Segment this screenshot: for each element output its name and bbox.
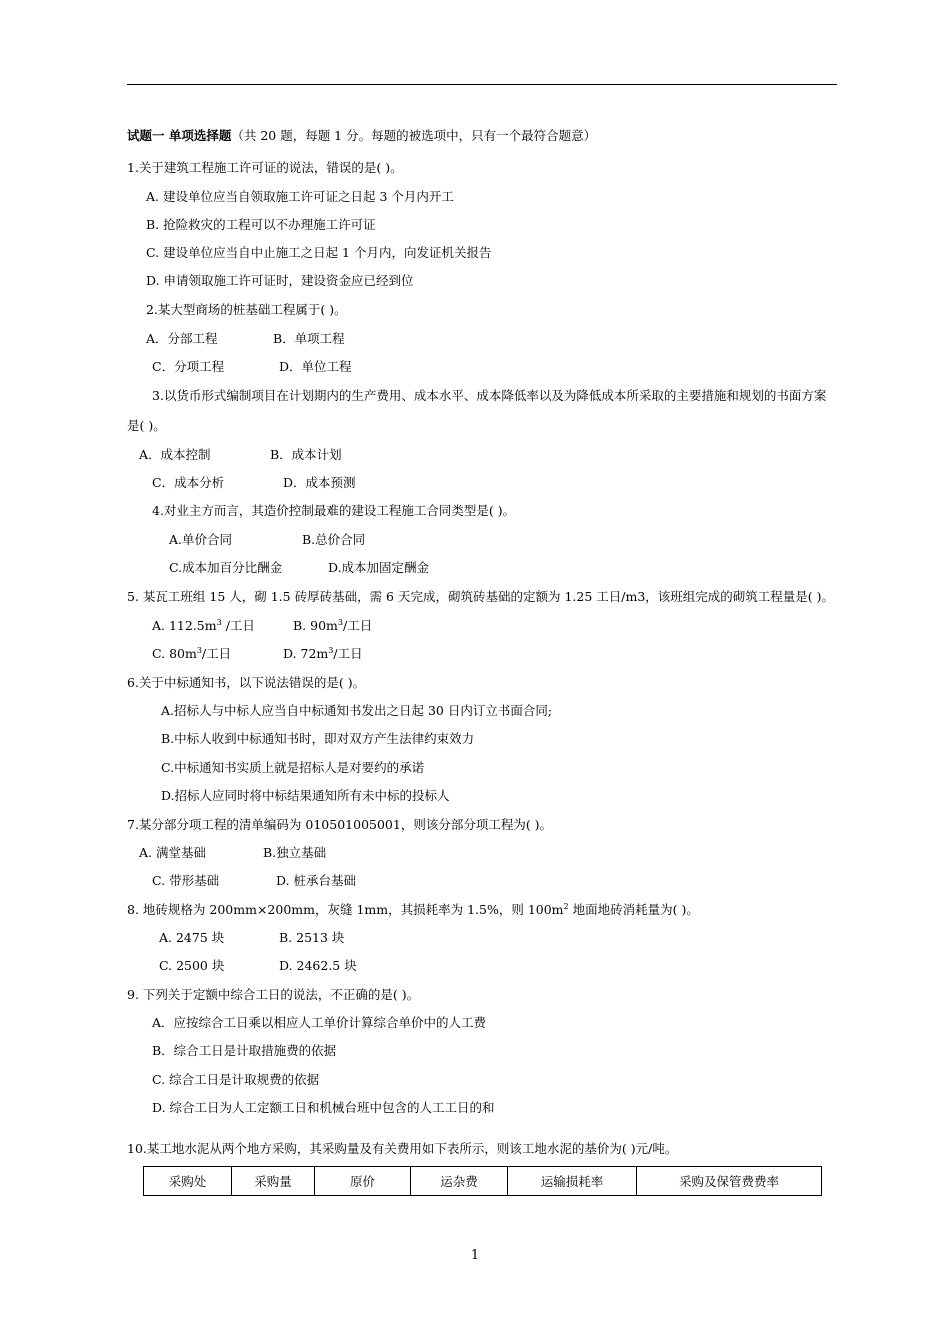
question-2-option-c: C．分项工程 (152, 359, 225, 374)
table-header-cell: 原价 (315, 1167, 411, 1196)
question-1-stem: 1.关于建筑工程施工许可证的说法，错误的是( )。 (127, 160, 403, 175)
question-7-option-a: A. 满堂基础 (139, 845, 206, 860)
question-7-stem: 7.某分部分项工程的清单编码为 010501005001，则该分部分项工程为( )。 (127, 817, 553, 832)
question-1-option-d: D. 申请领取施工许可证时，建设资金应已经到位 (146, 273, 414, 288)
question-5-stem: 5. 某瓦工班组 15 人，砌 1.5 砖厚砖基础，需 6 天完成，砌筑砖基础的定额为 1.25 工日/m3，该班组完成的砌筑工程量是( )。 (127, 589, 835, 604)
question-4-option-d: D.成本加固定酬金 (328, 560, 430, 575)
question-8-option-b: B. 2513 块 (279, 930, 345, 945)
procurement-table (143, 1166, 822, 1196)
question-5-option-b: B. $90m^3/$工日 (293, 617, 373, 633)
question-8-stem: 8. 地砖规格为 200mm×200mm，灰缝 1mm，其损耗率为 1.5%，则 $100m^2$ 地面地砖消耗量为( )。 (127, 901, 699, 917)
question-2-option-a: A．分部工程 (146, 331, 218, 346)
table-header-cell: 采购量 (232, 1167, 315, 1196)
question-3-option-b: B．成本计划 (270, 447, 342, 462)
question-6-stem: 6.关于中标通知书，以下说法错误的是( )。 (127, 675, 366, 690)
question-2-stem: 2.某大型商场的桩基础工程属于( )。 (146, 302, 347, 317)
question-4-stem: 4.对业主方而言，其造价控制最难的建设工程施工合同类型是( )。 (152, 503, 516, 518)
question-6-option-b: B.中标人收到中标通知书时，即对双方产生法律约束效力 (161, 731, 475, 746)
header-rule (127, 84, 837, 85)
question-9-stem: 9. 下列关于定额中综合工日的说法，不正确的是( )。 (127, 987, 420, 1002)
question-3-option-c: C．成本分析 (152, 475, 225, 490)
question-6-option-a: A.招标人与中标人应当自中标通知书发出之日起 30 日内订立书面合同; (161, 703, 553, 718)
question-5-option-c: C. $80m^3/$工日 (152, 645, 232, 661)
question-4-option-c: C.成本加百分比酬金 (169, 560, 283, 575)
table-header-cell: 采购及保管费费率 (637, 1167, 822, 1196)
question-3-option-d: D．成本预测 (283, 475, 356, 490)
question-9-option-a: A．应按综合工日乘以相应人工单价计算综合单价中的人工费 (152, 1015, 487, 1030)
question-8-option-d: D. 2462.5 块 (279, 958, 357, 973)
question-2-option-b: B．单项工程 (273, 331, 345, 346)
question-3-stem: 3.以货币形式编制项目在计划期内的生产费用、成本水平、成本降低率以及为降低成本所采取的主要措施和规划的书面方案 (152, 388, 827, 403)
question-6-option-c: C.中标通知书实质上就是招标人是对要约的承诺 (161, 760, 425, 775)
question-9-option-c: C. 综合工日是计取规费的依据 (152, 1072, 320, 1087)
section-title: 试题一 单项选择题 (127, 128, 232, 143)
section-note: （共 20 题，每题 1 分。每题的被选项中，只有一个最符合题意） (231, 128, 597, 143)
question-1-option-b: B. 抢险救灾的工程可以不办理施工许可证 (146, 217, 376, 232)
question-3-stem-continued: 是( )。 (127, 418, 166, 433)
question-8-option-c: C. 2500 块 (159, 958, 225, 973)
table-header-cell: 采购处 (144, 1167, 232, 1196)
question-10-stem: 10.某工地水泥从两个地方采购，其采购量及有关费用如下表所示，则该工地水泥的基价为( )元/吨。 (127, 1141, 678, 1156)
page-number: 1 (470, 1248, 480, 1263)
question-4-option-a: A.单价合同 (169, 532, 233, 547)
table-header-cell: 运杂费 (411, 1167, 508, 1196)
question-5-option-d: D. $72m^3/$工日 (283, 645, 363, 661)
question-7-option-d: D. 桩承台基础 (276, 873, 357, 888)
question-3-option-a: A．成本控制 (139, 447, 211, 462)
question-9-option-d: D. 综合工日为人工定额工日和机械台班中包含的人工工日的和 (152, 1100, 495, 1115)
question-1-option-a: A. 建设单位应当自领取施工许可证之日起 3 个月内开工 (146, 189, 454, 204)
question-4-option-b: B.总价合同 (302, 532, 366, 547)
question-8-option-a: A. 2475 块 (159, 930, 225, 945)
question-5-option-a: A. $112.5m^3$ /工日 (152, 617, 255, 633)
section-heading (127, 128, 596, 144)
table-header-cell: 运输损耗率 (508, 1167, 637, 1196)
question-7-option-b: B.独立基础 (263, 845, 327, 860)
question-6-option-d: D.招标人应同时将中标结果通知所有未中标的投标人 (161, 788, 450, 803)
question-7-option-c: C. 带形基础 (152, 873, 220, 888)
question-1-option-c: C. 建设单位应当自中止施工之日起 1 个月内，向发证机关报告 (146, 245, 492, 260)
question-2-option-d: D．单位工程 (279, 359, 352, 374)
table-header-row (144, 1167, 822, 1196)
question-9-option-b: B．综合工日是计取措施费的依据 (152, 1043, 337, 1058)
